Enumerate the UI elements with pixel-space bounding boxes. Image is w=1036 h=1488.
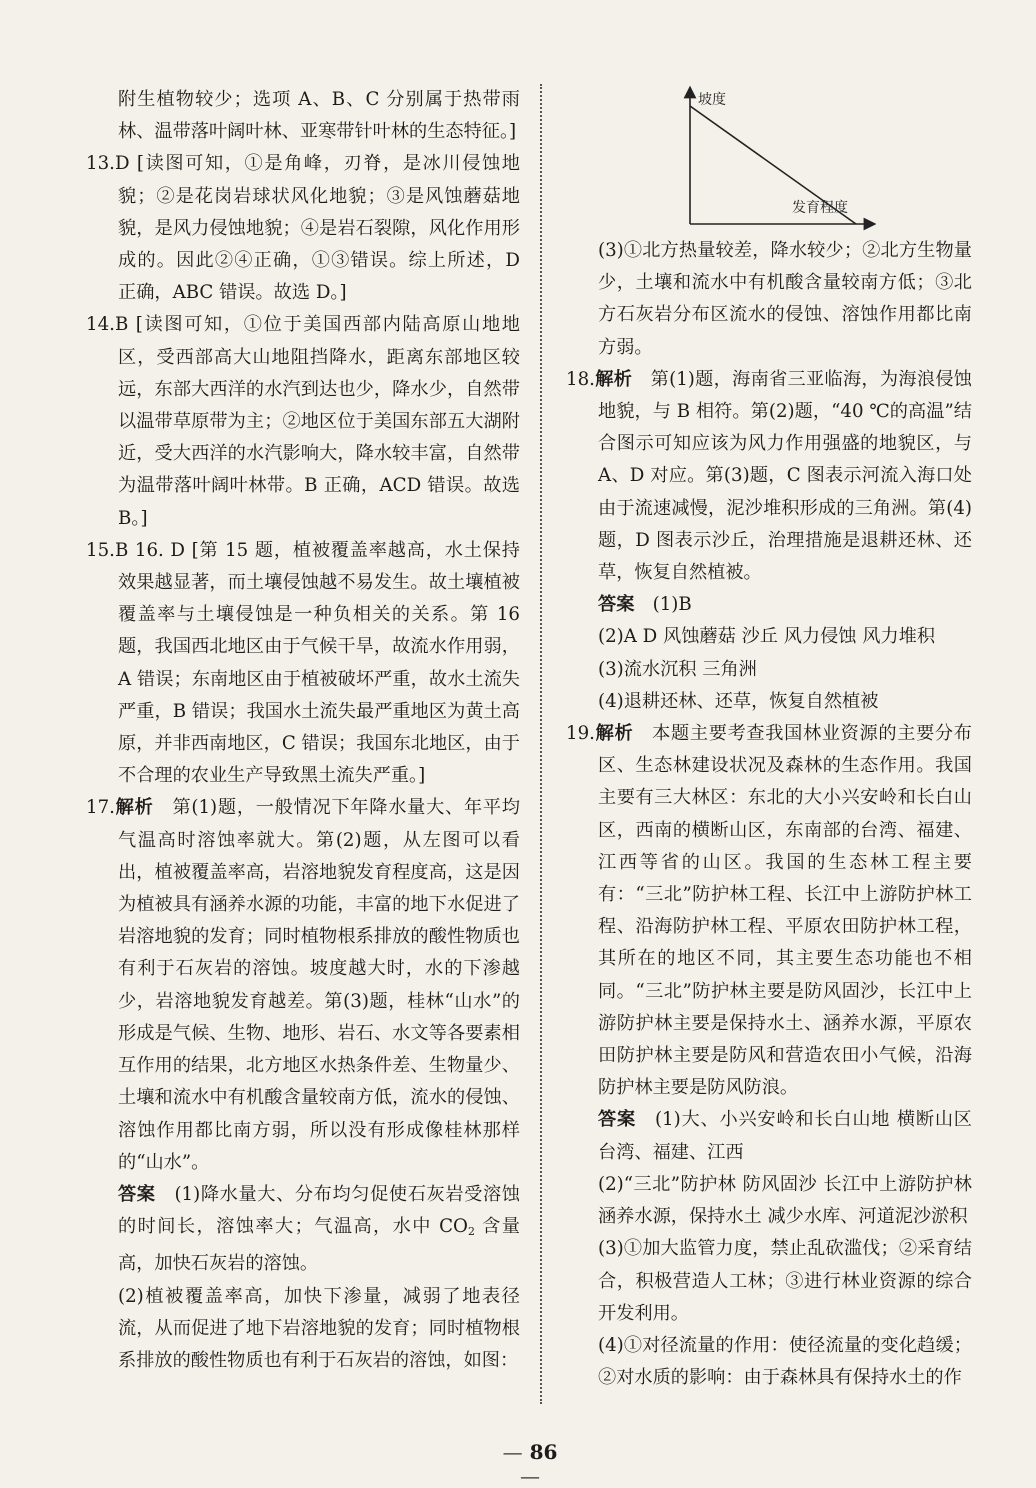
q14-number: 14.: [86, 314, 115, 336]
q17-answer-3: (3)①北方热量较差，降水较少；②北方生物量少，土壤和流水中有机酸含量较南方低；③北方石灰岩分布区流水的侵蚀、溶蚀作用都比南方弱。: [598, 240, 972, 358]
q18-answer-1: [566, 589, 972, 621]
q18-number: 18.: [566, 368, 595, 390]
q17-analysis: [86, 792, 520, 1178]
q19-answer-3: (3)①加大监管力度，禁止乱砍滥伐；②采育结合，积极营造人工林；③进行林业资源的综合开发利用。: [598, 1238, 972, 1324]
q19-number: 19.: [566, 723, 595, 745]
q15-number: 15.: [86, 539, 115, 561]
q17-answer-2: (2)植被覆盖率高，加快下渗量，减弱了地表径流，从而促进了地下岩溶地貌的发育；同时植物根系排放的酸性物质也有利于石灰岩的溶蚀，如图：: [118, 1285, 520, 1371]
q18-answer-2: (2)A D 风蚀蘑菇 沙丘 风力侵蚀 风力堆积: [598, 626, 936, 648]
q17-answer-1: [86, 1179, 520, 1281]
q19-analysis: [566, 718, 972, 1104]
q17-ans1-b: 含量高，加快石灰岩的溶蚀。: [118, 1216, 520, 1275]
q13-text: D [读图可知，①是角峰，刃脊，是冰川侵蚀地貌；②是花岗岩球状风化地貌；③是风蚀蘑菇地貌，是风力侵蚀地貌；④是岩石裂隙，风化作用形成的。因此②④正确，①③错误。综上所述，D 正确，ABC 错误。故选 D。]: [114, 153, 520, 304]
q17-number: 17.: [86, 797, 115, 819]
page-number-value: 86: [529, 1440, 558, 1464]
q19-answer-2: (2)“三北”防护林 防风固沙 长江中上游防护林 涵养水源，保持水土 减少水库、河道泥沙淤积: [598, 1173, 972, 1228]
q13-item: [86, 148, 520, 309]
q18-ans1: (1)B: [652, 594, 692, 616]
q13-number: 13.: [86, 153, 115, 175]
q15-item: [86, 535, 520, 793]
q14-text: B [读图可知，①位于美国西部内陆高原山地地区，受西部高大山地阻挡降水，距离东部地区较远，东部大西洋的水汽到达也少，降水少，自然带以温带草原带为主；②地区位于美国东部五大湖附近，受大西洋的水汽影响大，降水较丰富，自然带为温带落叶阔叶林带。B 正确，ACD 错误。故选 B。]: [114, 314, 520, 529]
left-column: [86, 84, 520, 1377]
column-divider: [540, 84, 542, 1404]
q18-answer-3: (3)流水沉积 三角洲: [598, 658, 757, 680]
q19-answer-1: [566, 1104, 972, 1168]
q18-answer-4: (4)退耕还林、还草，恢复自然植被: [598, 690, 879, 712]
page-dash-right: —: [520, 1464, 540, 1488]
slope-development-chart: [676, 84, 876, 234]
chart-y-label: 坡度: [698, 92, 726, 108]
q18-analysis: [566, 364, 972, 589]
page-dash-left: —: [502, 1440, 523, 1464]
q19-ans1: (1)大、小兴安岭和长白山地 横断山区 台湾、福建、江西: [598, 1109, 972, 1163]
q12-continuation: 附生植物较少；选项 A、B、C 分别属于热带雨林、温带落叶阔叶林、亚寒带针叶林的生态特征。]: [118, 89, 520, 143]
right-column: [566, 235, 972, 1394]
q17-ans1-a: (1)降水量大、分布均匀促使石灰岩受溶蚀的时间长，溶蚀率大；气温高，水中 CO: [118, 1183, 520, 1238]
q17-analysis-label: 解析: [114, 797, 154, 819]
q19-answer-label: 答案: [598, 1109, 636, 1131]
page-number: [490, 1440, 570, 1488]
q19-analysis-text: 本题主要考查我国林业资源的主要分布区、生态林建设状况及森林的生态作用。我国主要有三大林区：东北的大小兴安岭和长白山区，西南的横断山区，东南部的台湾、福建、江西等省的山区。我国的生态林工程主要有：“三北”防护林工程、长江中上游防护林工程、沿海防护林工程、平原农田防护林工程，其所在的地区不同，其主要生态功能也不相同。“三北”防护林主要是防风固沙，长江中上游防护林主要是保持水土、涵养水源，平原农田防护林主要是防风和营造农田小气候，沿海防护林主要是防风防浪。: [598, 723, 972, 1099]
chart-x-label: 发育程度: [792, 200, 848, 216]
q14-item: [86, 309, 520, 534]
q18-analysis-text: 第(1)题，海南省三亚临海，为海浪侵蚀地貌，与 B 相符。第(2)题，“40 ℃的高温”结合图示可知应该为风力作用强盛的地貌区，与 A、D 对应。第(3)题，C 图表示河流入海口处由于流速减慢，泥沙堆积形成的三角洲。第(4)题，D 图表示沙丘，治理措施是退耕还林、还草，恢复自然植被。: [598, 368, 972, 584]
q17-answer-label: 答案: [118, 1183, 156, 1205]
q19-answer-4: (4)①对径流量的作用：使径流量的变化趋缓；②对水质的影响：由于森林具有保持水土的作: [598, 1334, 972, 1389]
q19-analysis-label: 解析: [594, 723, 634, 745]
q18-answer-label: 答案: [598, 594, 635, 616]
q17-analysis-text: 第(1)题，一般情况下年降水量大、年平均气温高时溶蚀率就大。第(2)题，从左图可以看出，植被覆盖率高，岩溶地貌发育程度高，这是因为植被具有涵养水源的功能，丰富的地下水促进了岩溶地貌的发育；同时植物根系排放的酸性物质也有利于石灰岩的溶蚀。坡度越大时，水的下渗越少，岩溶地貌发育越差。第(3)题，桂林“山水”的形成是气候、生物、地形、岩石、水文等各要素相互作用的结果，北方地区水热条件差、生物量少、土壤和流水中有机酸含量较南方低，流水的侵蚀、溶蚀作用都比南方弱，所以没有形成像桂林那样的“山水”。: [118, 797, 520, 1173]
q15-text: B 16. D [第 15 题，植被覆盖率越高，水土保持效果越显著，而土壤侵蚀越不易发生。故土壤植被覆盖率与土壤侵蚀是一种负相关的关系。第 16 题，我国西北地区由于气候干旱，故流水作用弱，A 错误；东南地区由于植被破坏严重，故水土流失严重，B 错误；我国水土流失最严重地区为黄土高原，并非西南地区，C 错误；我国东北地区，由于不合理的农业生产导致黑土流失严重。]: [114, 539, 520, 787]
q18-analysis-label: 解析: [594, 368, 633, 390]
q17-ans1-sub: 2: [467, 1225, 475, 1239]
